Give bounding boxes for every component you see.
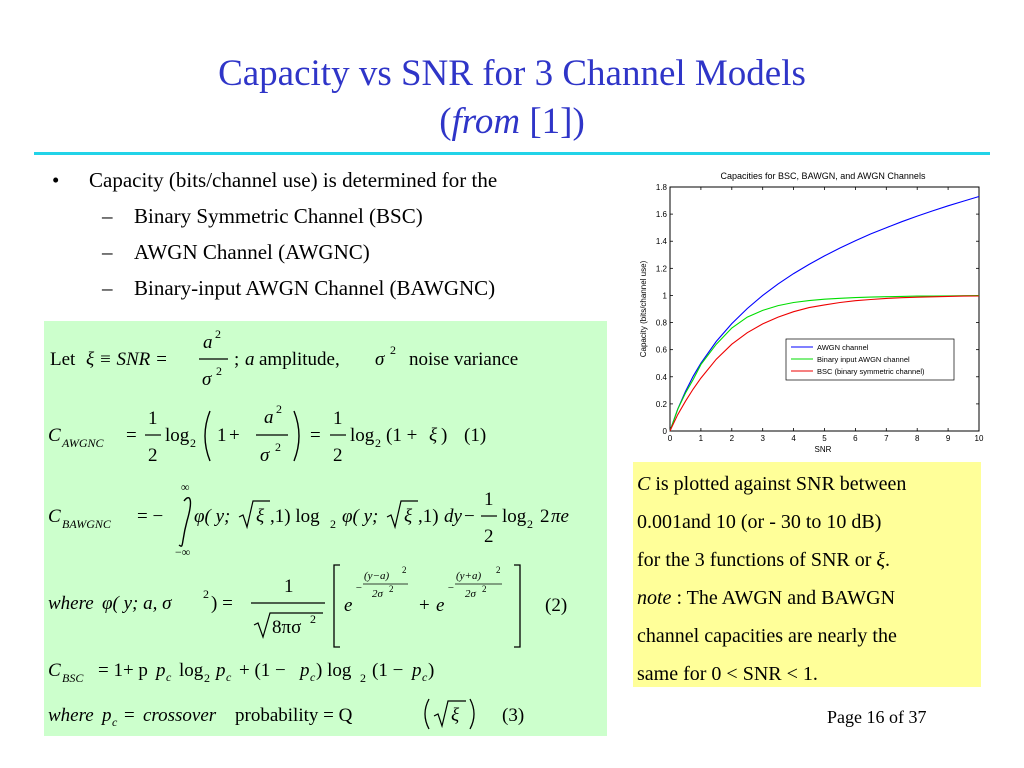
svg-text:log: log bbox=[350, 425, 375, 446]
note-line-4: note : The AWGN and BAWGN bbox=[637, 587, 896, 609]
svg-text:2: 2 bbox=[389, 584, 394, 594]
svg-text:φ( y;: φ( y; bbox=[342, 506, 379, 527]
note-line-6: same for 0 < SNR < 1. bbox=[637, 663, 818, 685]
svg-text:ξ: ξ bbox=[256, 506, 265, 527]
svg-text:−: − bbox=[464, 506, 475, 527]
x-tick-label: 8 bbox=[914, 434, 920, 443]
slide-title: Capacity vs SNR for 3 Channel Models bbox=[218, 53, 806, 94]
x-tick-label: 1 bbox=[698, 434, 704, 443]
y-tick-label: 1.4 bbox=[655, 237, 667, 247]
x-tick-label: 9 bbox=[945, 434, 951, 443]
svg-text:p: p bbox=[156, 660, 166, 681]
svg-text:=: = bbox=[126, 425, 137, 446]
svg-text:noise variance: noise variance bbox=[409, 349, 519, 370]
svg-text:2: 2 bbox=[215, 327, 221, 341]
x-tick-label: 10 bbox=[974, 434, 984, 443]
svg-text:AWGNC: AWGNC bbox=[62, 436, 104, 450]
svg-text:σ: σ bbox=[202, 369, 212, 390]
svg-text:2: 2 bbox=[375, 436, 381, 450]
svg-text:2: 2 bbox=[148, 445, 158, 466]
svg-text:2: 2 bbox=[527, 517, 533, 531]
svg-text:C: C bbox=[48, 660, 61, 681]
svg-text:∞: ∞ bbox=[181, 480, 190, 494]
svg-text:(3): (3) bbox=[502, 705, 525, 726]
svg-text:1: 1 bbox=[217, 425, 227, 446]
x-tick-label: 2 bbox=[729, 434, 735, 443]
svg-text:2: 2 bbox=[203, 587, 209, 601]
svg-text:p: p bbox=[412, 660, 422, 681]
svg-text:σ: σ bbox=[260, 445, 270, 466]
equation-box bbox=[44, 321, 607, 736]
x-tick-label: 4 bbox=[791, 434, 796, 443]
x-tick-label: 7 bbox=[884, 434, 889, 443]
bullet-awgnc: – AWGN Channel (AWGNC) bbox=[52, 234, 497, 270]
svg-text:C: C bbox=[48, 425, 61, 446]
y-tick-label: 1.6 bbox=[655, 210, 667, 220]
svg-text:2: 2 bbox=[540, 506, 550, 527]
svg-text:p: p bbox=[300, 660, 310, 681]
note-box bbox=[633, 462, 981, 687]
bullet-bsc: – Binary Symmetric Channel (BSC) bbox=[52, 198, 497, 234]
svg-text:1: 1 bbox=[148, 408, 158, 429]
svg-text:): ) bbox=[441, 425, 448, 446]
chart-title: Capacities for BSC, BAWGN, and AWGN Channels bbox=[720, 171, 926, 181]
svg-text:p: p bbox=[216, 660, 226, 681]
svg-text:c: c bbox=[226, 670, 232, 684]
svg-text:(1 −: (1 − bbox=[372, 660, 404, 681]
svg-text:BSC: BSC bbox=[62, 671, 84, 685]
capacity-chart bbox=[630, 168, 990, 458]
x-tick-label: 3 bbox=[760, 434, 765, 443]
svg-text:ξ: ξ bbox=[451, 705, 460, 726]
svg-text:2: 2 bbox=[276, 402, 282, 416]
svg-text:,1) log: ,1) log bbox=[270, 506, 320, 527]
svg-text:a: a bbox=[264, 407, 274, 428]
bsc-equation bbox=[48, 660, 434, 685]
dash-marker: – bbox=[102, 240, 113, 264]
svg-text:Let: Let bbox=[50, 349, 76, 370]
note-line-1: C is plotted against SNR between bbox=[637, 473, 907, 495]
bullet-list bbox=[52, 162, 497, 306]
svg-text:(2): (2) bbox=[545, 595, 568, 616]
note-line-3: for the 3 functions of SNR or ξ. bbox=[637, 549, 890, 571]
y-tick-label: 0 bbox=[662, 427, 667, 436]
svg-text:ξ: ξ bbox=[429, 425, 438, 446]
svg-text:amplitude,: amplitude, bbox=[259, 349, 340, 370]
svg-text:2σ: 2σ bbox=[465, 588, 476, 600]
awgnc-equation bbox=[48, 402, 486, 466]
note-line-2: 0.001and 10 (or - 30 to 10 dB) bbox=[637, 511, 882, 533]
svg-text:;: ; bbox=[234, 349, 240, 370]
svg-text:e: e bbox=[344, 595, 353, 616]
x-axis-label: SNR bbox=[814, 445, 832, 453]
svg-text:2: 2 bbox=[482, 584, 487, 594]
svg-text:dy: dy bbox=[444, 506, 462, 527]
bullet-main: • Capacity (bits/channel use) is determined for the bbox=[52, 162, 497, 198]
x-tick-label: 0 bbox=[667, 434, 673, 443]
svg-text:log: log bbox=[502, 506, 527, 527]
phi-definition bbox=[48, 565, 567, 647]
svg-text:+: + bbox=[229, 425, 240, 446]
svg-text:p: p bbox=[102, 705, 112, 726]
svg-text:where: where bbox=[48, 705, 94, 726]
legend-label: Binary input AWGN channel bbox=[817, 355, 910, 364]
svg-text:) =: ) = bbox=[211, 593, 233, 614]
svg-text:(1): (1) bbox=[464, 425, 487, 446]
svg-text:2: 2 bbox=[390, 343, 396, 357]
svg-text:2: 2 bbox=[310, 612, 316, 626]
legend-label: BSC (binary symmetric channel) bbox=[817, 367, 925, 376]
svg-text:log: log bbox=[179, 660, 204, 681]
slide-subtitle: (from [1]) bbox=[439, 101, 585, 142]
svg-text:c: c bbox=[310, 670, 316, 684]
svg-text:πe: πe bbox=[551, 506, 569, 527]
dash-marker: – bbox=[102, 204, 113, 228]
legend-label: AWGN channel bbox=[817, 343, 869, 352]
bawgnc-equation bbox=[48, 480, 569, 559]
y-tick-label: 1.2 bbox=[655, 264, 667, 274]
svg-text:c: c bbox=[112, 715, 118, 729]
svg-text:e: e bbox=[436, 595, 445, 616]
plot-area bbox=[670, 187, 979, 431]
svg-text:ξ ≡ SNR =: ξ ≡ SNR = bbox=[86, 349, 168, 370]
svg-text:2: 2 bbox=[484, 526, 494, 547]
svg-text:ξ: ξ bbox=[404, 506, 413, 527]
svg-text:2: 2 bbox=[204, 671, 210, 685]
bullet-marker: • bbox=[52, 168, 60, 192]
svg-text:(y+a): (y+a) bbox=[456, 570, 482, 582]
page-number: Page 16 of 37 bbox=[827, 707, 927, 727]
svg-text:= −: = − bbox=[137, 506, 164, 527]
svg-text:2: 2 bbox=[333, 445, 343, 466]
svg-text:1: 1 bbox=[484, 489, 494, 510]
svg-text:φ( y; a, σ: φ( y; a, σ bbox=[102, 593, 172, 614]
svg-text:,1): ,1) bbox=[418, 506, 439, 527]
svg-text:a: a bbox=[245, 349, 255, 370]
svg-text:probability = Q: probability = Q bbox=[235, 705, 353, 726]
svg-text:+ (1 −: + (1 − bbox=[239, 660, 286, 681]
svg-text:(1 +: (1 + bbox=[386, 425, 418, 446]
y-tick-label: 1 bbox=[662, 291, 667, 301]
svg-text:2: 2 bbox=[330, 517, 336, 531]
y-tick-label: 0.2 bbox=[655, 399, 667, 409]
svg-text:= 1+ p: = 1+ p bbox=[98, 660, 148, 681]
y-tick-label: 1.8 bbox=[655, 183, 667, 192]
svg-text:8πσ: 8πσ bbox=[272, 617, 302, 638]
svg-text:+: + bbox=[419, 595, 430, 616]
svg-text:where: where bbox=[48, 593, 94, 614]
svg-text:1: 1 bbox=[333, 408, 343, 429]
capacity-chart-svg bbox=[630, 168, 990, 453]
svg-text:=: = bbox=[124, 705, 135, 726]
snr-definition bbox=[50, 327, 518, 390]
svg-text:φ( y;: φ( y; bbox=[194, 506, 231, 527]
y-tick-label: 0.8 bbox=[655, 318, 667, 328]
svg-text:−∞: −∞ bbox=[175, 545, 191, 559]
svg-text:−: − bbox=[447, 582, 455, 594]
svg-text:2: 2 bbox=[275, 440, 281, 454]
bullet-bawgnc: – Binary-input AWGN Channel (BAWGNC) bbox=[52, 270, 497, 306]
svg-text:σ: σ bbox=[375, 349, 385, 370]
svg-text:log: log bbox=[165, 425, 190, 446]
svg-text:) log: ) log bbox=[316, 660, 352, 681]
svg-text:1: 1 bbox=[284, 576, 294, 597]
svg-text:C: C bbox=[48, 506, 61, 527]
svg-text:2: 2 bbox=[402, 565, 407, 575]
y-tick-label: 0.4 bbox=[655, 372, 667, 382]
svg-text:2: 2 bbox=[360, 671, 366, 685]
chart-legend bbox=[786, 339, 954, 380]
svg-text:(y−a): (y−a) bbox=[364, 570, 390, 582]
svg-text:2: 2 bbox=[216, 364, 222, 378]
svg-text:2: 2 bbox=[496, 565, 501, 575]
svg-text:=: = bbox=[310, 425, 321, 446]
svg-text:c: c bbox=[166, 670, 172, 684]
svg-text:c: c bbox=[422, 670, 428, 684]
y-tick-label: 0.6 bbox=[655, 345, 667, 355]
y-axis-label: Capacity (bits/channel use) bbox=[639, 260, 648, 358]
svg-text:a: a bbox=[203, 332, 213, 353]
dash-marker: – bbox=[102, 276, 113, 300]
x-tick-label: 6 bbox=[853, 434, 858, 443]
title-divider bbox=[34, 152, 990, 155]
svg-text:): ) bbox=[428, 660, 435, 681]
svg-text:crossover: crossover bbox=[143, 705, 217, 726]
crossover-equation bbox=[48, 699, 524, 729]
svg-text:BAWGNC: BAWGNC bbox=[62, 517, 111, 531]
x-tick-label: 5 bbox=[822, 434, 827, 443]
svg-text:−: − bbox=[355, 582, 363, 594]
note-line-5: channel capacities are nearly the bbox=[637, 625, 897, 647]
svg-text:2: 2 bbox=[190, 436, 196, 450]
svg-text:2σ: 2σ bbox=[372, 588, 383, 600]
